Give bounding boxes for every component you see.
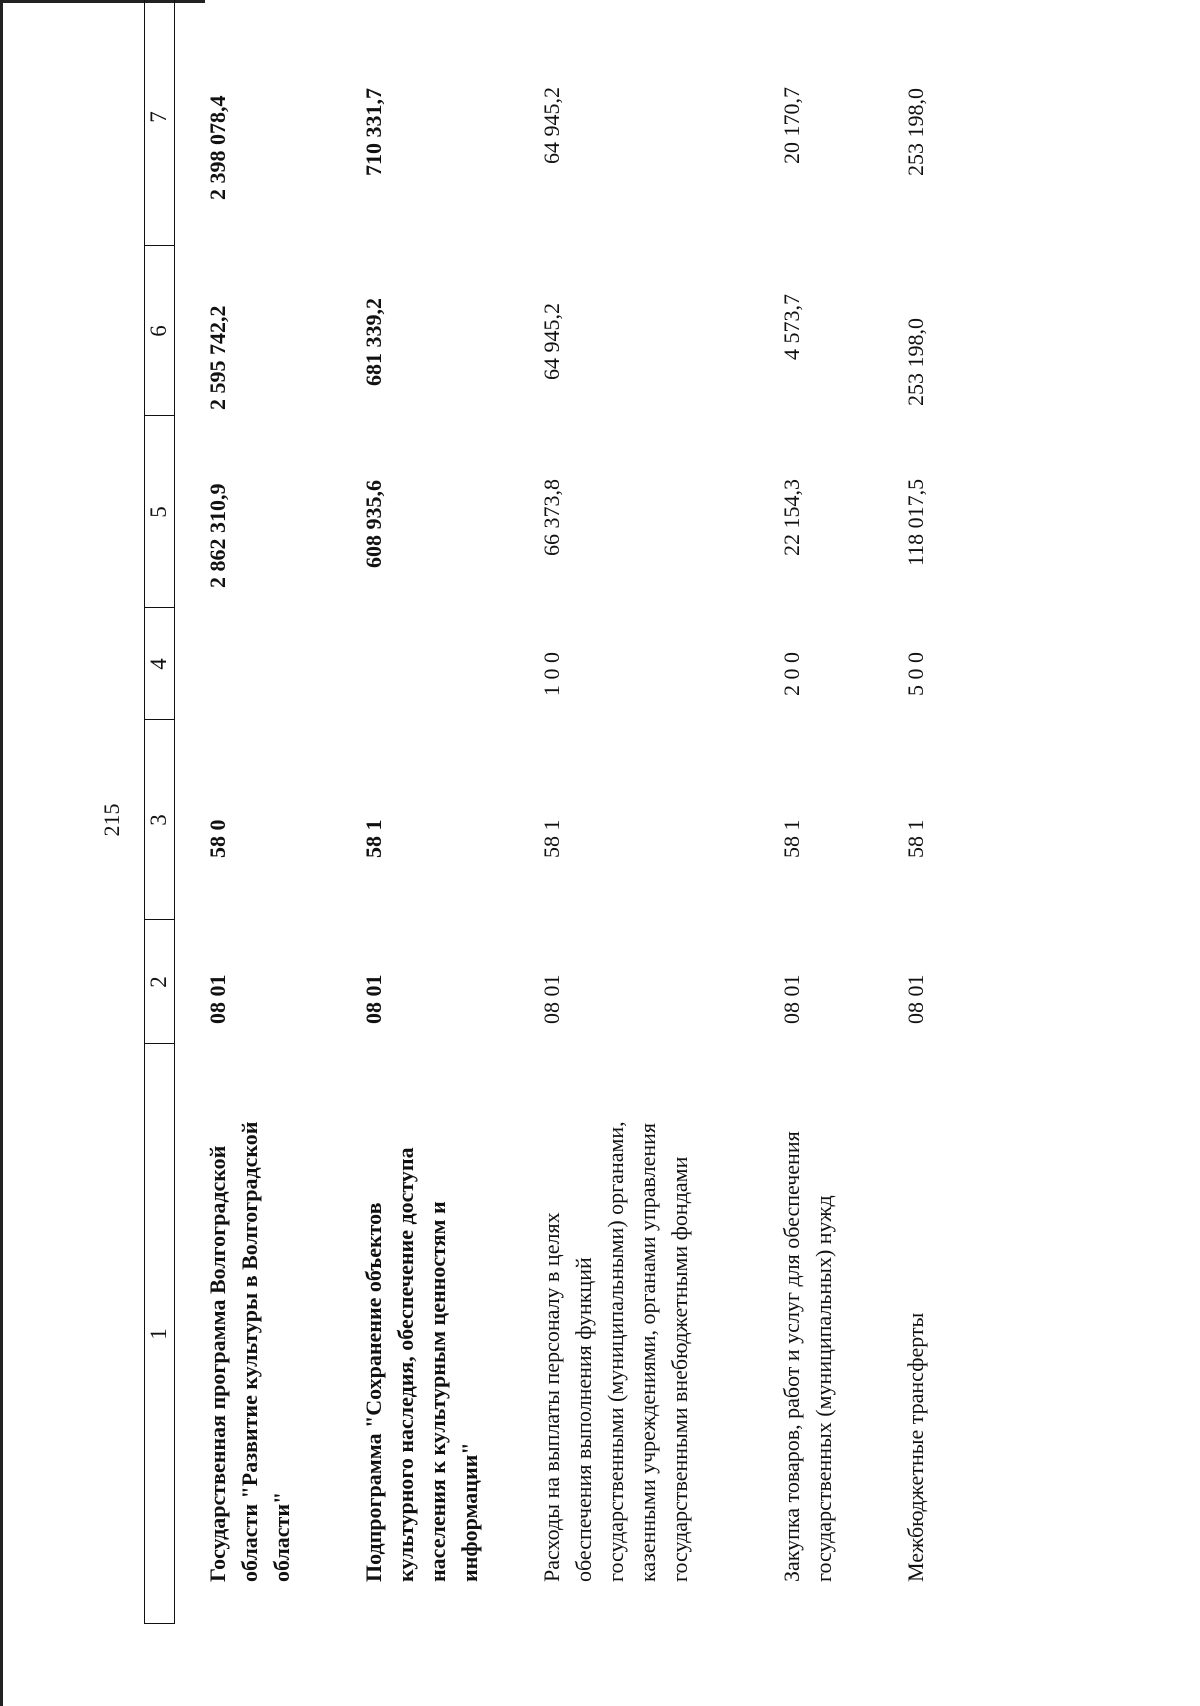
- cell-amount-7: 710 331,7: [361, 88, 386, 176]
- budget-table: [100, 0, 1200, 1706]
- column-header-6: 6: [146, 325, 171, 337]
- cell-amount-6: 681 339,2: [361, 298, 386, 386]
- column-header-5: 5: [146, 506, 171, 518]
- cell-amount-6: 253 198,0: [903, 318, 928, 406]
- header-bottom-rule: [174, 0, 175, 1624]
- cell-amount-6: 2 595 742,2: [205, 305, 230, 410]
- row-name: Государственная программа Волгоградской области "Развитие культуры в Волгоградской области": [205, 1121, 294, 1582]
- row-name: Межбюджетные трансферты: [903, 1312, 928, 1582]
- column-header-3: 3: [146, 814, 171, 826]
- cell-program: 58 1: [779, 819, 804, 858]
- column-header-2: 2: [146, 976, 171, 988]
- page-number: 215: [99, 803, 124, 837]
- cell-program: 58 1: [361, 819, 386, 858]
- cell-amount-7: 64 945,2: [539, 87, 564, 164]
- cell-section: 08 01: [539, 974, 564, 1024]
- cell-amount-5: 118 017,5: [903, 478, 928, 566]
- cell-amount-5: 22 154,3: [779, 479, 804, 556]
- row-name: Закупка товаров, работ и услуг для обеспечения государственных (муниципальных) нужд: [779, 1131, 836, 1582]
- cell-amount-6: 64 945,2: [539, 303, 564, 380]
- cell-amount-7: 253 198,0: [903, 88, 928, 176]
- cell-section: 08 01: [205, 974, 230, 1024]
- scan-border-left: [0, 0, 3, 1706]
- cell-section: 08 01: [903, 974, 928, 1024]
- cell-amount-5: 66 373,8: [539, 479, 564, 556]
- cell-section: 08 01: [361, 974, 386, 1024]
- cell-section: 08 01: [779, 974, 804, 1024]
- cell-amount-5: 608 935,6: [361, 480, 386, 568]
- cell-expense-type: 5 0 0: [903, 652, 928, 696]
- cell-amount-7: 2 398 078,4: [205, 95, 230, 200]
- cell-amount-6: 4 573,7: [779, 294, 804, 360]
- row-name: Подпрограмма "Сохранение объектов культурного наследия, обеспечение доступа населения к культурным ценностям и информации": [361, 1147, 482, 1582]
- row-name: Расходы на выплаты персоналу в целях обеспечения выполнения функций государственными (муниципальными) органами, казенными учреждениями, органами управления государственными внебюджетными фондами: [539, 1121, 692, 1582]
- cell-program: 58 1: [539, 819, 564, 858]
- cell-amount-7: 20 170,7: [779, 87, 804, 164]
- column-header-7: 7: [146, 111, 171, 123]
- cell-program: 58 0: [205, 819, 230, 858]
- cell-amount-5: 2 862 310,9: [205, 483, 230, 588]
- cell-program: 58 1: [903, 819, 928, 858]
- column-header-1: 1: [146, 1328, 171, 1340]
- header-top-rule: [144, 0, 145, 1624]
- cell-expense-type: 1 0 0: [539, 652, 564, 696]
- cell-expense-type: 2 0 0: [779, 652, 804, 696]
- column-header-4: 4: [146, 658, 171, 670]
